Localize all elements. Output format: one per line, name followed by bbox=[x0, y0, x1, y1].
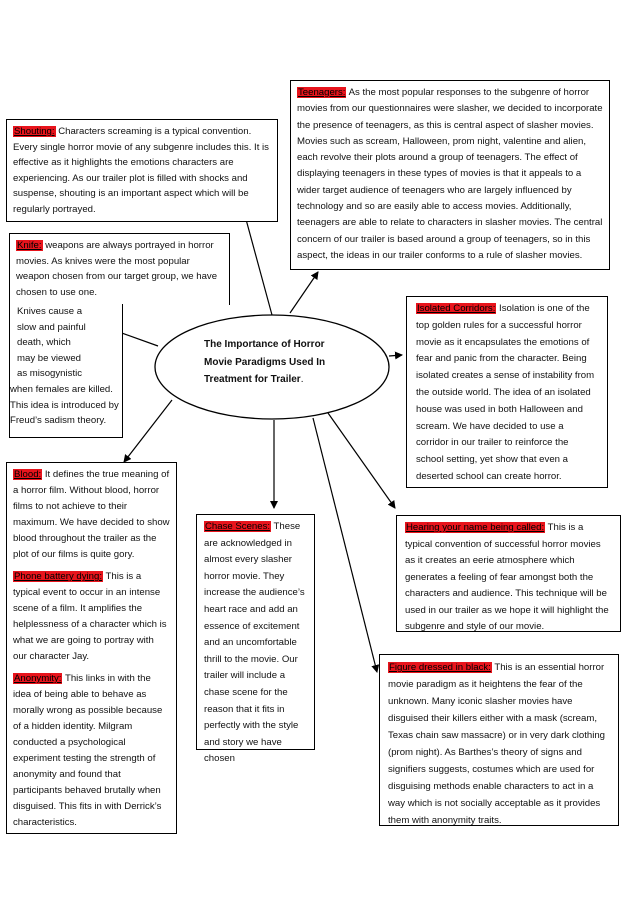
isolated-label: Isolated Corridors: bbox=[417, 303, 496, 314]
chase-label: Chase Scenes: bbox=[205, 521, 271, 532]
shouting-text: Characters screaming is a typical convention. Every single horror movie of any subgenre includes this. It is effective as it highlights the emotions characters are experiencing. As our trailer plot is filled with shocks and suspense, shouting is an important aspect which will be regularly portrayed. bbox=[13, 126, 269, 215]
teenagers-text: As the most popular responses to the subgenre of horror movies from our questionnaires were slasher, we decided to incorporate the presence of teenagers, as this is central aspect of slasher movies. Movies such as scream, Halloween, prom night, valentine and alien, each revolve their plots around a group of teenagers. The effect of displaying teenagers in these types of movies is that it appeals to a wider target audience of teenagers who are largely influenced by technology and so are easily able to access movies. Additionally, teenagers are able to relate to characters in slasher movies. The central concern of our trailer is based around a group of teenagers, so in this aspect, the ideas in our trailer conforms to a rule of slasher movies. bbox=[297, 87, 603, 261]
hearing-box bbox=[396, 515, 621, 632]
teenagers-box bbox=[290, 80, 610, 270]
arrow-to-isolated bbox=[389, 355, 402, 356]
knife-line-3: death, which bbox=[17, 337, 71, 349]
blood-label: Blood: bbox=[14, 469, 42, 480]
chase-box bbox=[196, 514, 315, 765]
knife-line-5: as misogynistic bbox=[17, 368, 83, 380]
arrow-to-hearing bbox=[328, 413, 395, 508]
figure-text: This is an essential horror movie paradigm as it heightens the fear of the unknown. Many iconic slasher movies have disguised their killers either with a mask (scream, Texas chain saw massacre) or in very dark clothing (prom night). As Barthes’s theory of signs and signifiers suggests, costumes which are used for disguising methods enable characters to act in a way which is not socially acceptable as it provides them with anonymity traits. bbox=[388, 662, 606, 826]
arrow-to-shouting bbox=[244, 212, 272, 315]
blood-text: It defines the true meaning of a horror film. Without blood, horror films to not achieve to their maximum. We have decided to show blood throughout the trailer as the plot of our films is quite gory. bbox=[13, 469, 170, 560]
anonymity-paragraph bbox=[13, 671, 170, 831]
hearing-label: Hearing your name being called: bbox=[406, 522, 545, 533]
knife-continuation-box bbox=[9, 304, 123, 438]
anonymity-text: This links in with the idea of being able to behave as morally wrong as possible because of a hidden identity. Milgram conducted a psychological experiment testing the strength of anonymity and found that participants behaved brutally when disguised. This fits in with Derrick’s characteristics. bbox=[13, 673, 163, 828]
knife-line-8: Freud’s sadism theory. bbox=[10, 415, 107, 427]
left-column-box bbox=[6, 462, 177, 834]
knife-label: Knife: bbox=[17, 240, 42, 251]
shouting-label: Shouting: bbox=[14, 126, 55, 137]
knife-line-1: Knives cause a bbox=[17, 306, 83, 317]
isolated-text: Isolation is one of the top golden rules for a successful horror movie as it encapsulates the emotions of fear and panic from the character. Being isolated creates a sense of instability from the outside world. The idea of an isolated house was used in both Halloween and scream. We have decided to use a corridor in our trailer to reinforce the school setting, yet show that even a deserted school can create horror. bbox=[416, 303, 595, 482]
knife-line-7: This idea is introduced by bbox=[10, 399, 119, 411]
blood-paragraph bbox=[13, 467, 170, 563]
knife-line-4: may be viewed bbox=[17, 352, 81, 364]
anonymity-label: Anonymity: bbox=[14, 673, 62, 684]
teenagers-label: Teenagers: bbox=[298, 87, 346, 98]
knife-text: weapons are always portrayed in horror movies. As knives were the most popular weapon chosen from our target group, we have chosen to use one. bbox=[16, 240, 218, 298]
phone-text: This is a typical event to occur in an intense scene of a film. It amplifies the helplessness of a character which is what we are going to portray with our character Jay. bbox=[13, 571, 167, 662]
phone-paragraph bbox=[13, 569, 170, 665]
knife-line-6: when females are killed. bbox=[10, 383, 113, 395]
arrow-to-blood bbox=[124, 400, 172, 462]
figure-label: Figure dressed in black: bbox=[389, 662, 491, 673]
shouting-box bbox=[6, 119, 278, 222]
knife-line-2: slow and painful bbox=[17, 321, 86, 333]
arrow-to-teenagers bbox=[290, 272, 318, 313]
hearing-text: This is a typical convention of successful horror movies as it creates an eerie atmosphere which generates a feeling of fear amongst both the characters and audience. This technique will be used in our trailer as we hope it will highlight the subgenre and style of our movie. bbox=[405, 522, 609, 632]
arrow-to-figure bbox=[313, 418, 377, 672]
center-title: The Importance of Horror Movie Paradigms Used In Treatment for Trailer. bbox=[204, 339, 326, 385]
isolated-box bbox=[406, 296, 608, 488]
phone-label: Phone battery dying: bbox=[14, 571, 103, 582]
knife-box bbox=[9, 233, 230, 305]
chase-text: These are acknowledged in almost every slasher horror movie. They increase the audience’s heart race and add an essence of excitement and an uncomfortable thrill to the movie. Our trailer will include a chase scene for the reason that it fits in perfectly with the style and story we have chosen bbox=[204, 521, 305, 765]
figure-box bbox=[379, 654, 619, 826]
